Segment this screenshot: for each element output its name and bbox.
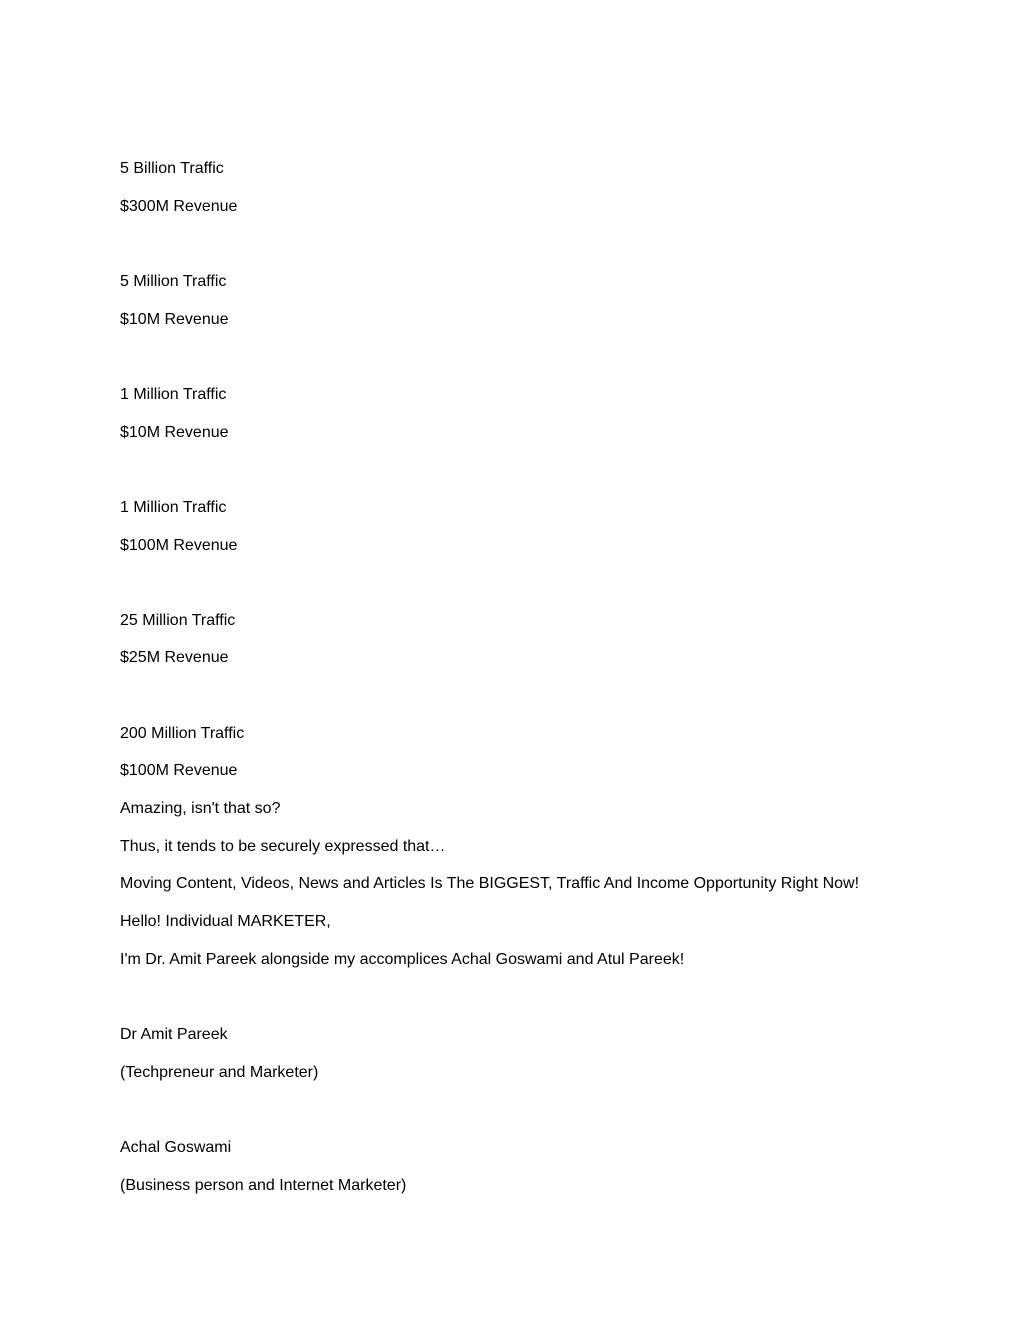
revenue-stat-line: $10M Revenue [120, 311, 229, 328]
traffic-stat-line: 5 Million Traffic [120, 273, 227, 290]
greeting-paragraph: Hello! Individual MARKETER, [120, 913, 331, 930]
revenue-stat-line: $25M Revenue [120, 649, 229, 666]
person-role: (Techpreneur and Marketer) [120, 1064, 319, 1081]
headline-paragraph: Moving Content, Videos, News and Articles Is The BIGGEST, Traffic And Income Opportunity Right Now! [120, 875, 860, 892]
person-role: (Business person and Internet Marketer) [120, 1177, 407, 1194]
traffic-stat-line: 1 Million Traffic [120, 499, 227, 516]
person-name: Achal Goswami [120, 1139, 232, 1156]
body-paragraph: Thus, it tends to be securely expressed that… [120, 838, 446, 855]
traffic-stat-line: 200 Million Traffic [120, 725, 245, 742]
revenue-stat-line: $10M Revenue [120, 424, 229, 441]
traffic-stat-line: 25 Million Traffic [120, 612, 236, 629]
traffic-stat-line: 5 Billion Traffic [120, 160, 224, 177]
body-paragraph: Amazing, isn't that so? [120, 800, 281, 817]
revenue-stat-line: $100M Revenue [120, 537, 238, 554]
person-name: Dr Amit Pareek [120, 1026, 228, 1043]
traffic-stat-line: 1 Million Traffic [120, 386, 227, 403]
revenue-stat-line: $300M Revenue [120, 198, 238, 215]
revenue-stat-line: $100M Revenue [120, 762, 238, 779]
introduction-paragraph: I'm Dr. Amit Pareek alongside my accomplices Achal Goswami and Atul Pareek! [120, 951, 685, 968]
